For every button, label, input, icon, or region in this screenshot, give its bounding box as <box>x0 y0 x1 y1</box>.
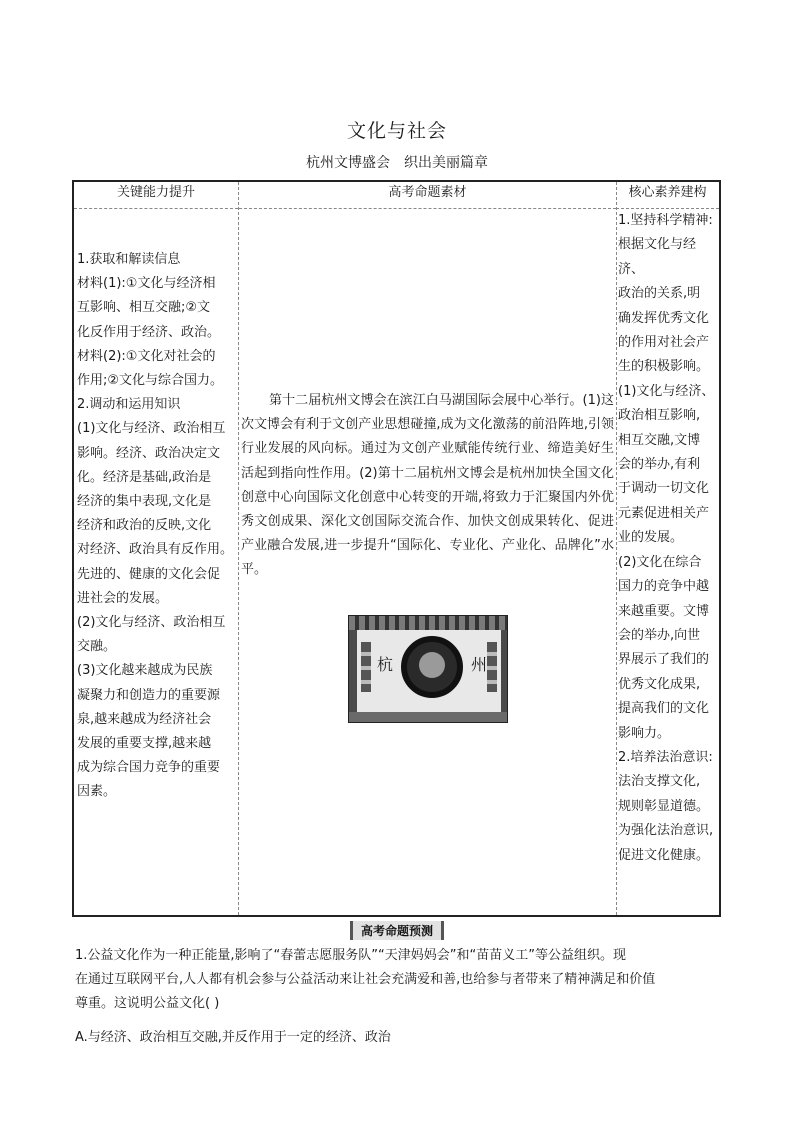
question-1 <box>75 944 725 1016</box>
column-exam-material <box>238 182 617 915</box>
text-line: 化反作用于经济、政治。 <box>77 324 221 340</box>
text-line: 交融。 <box>77 639 117 655</box>
subtitle-part-1: 杭州文博盛会 <box>306 155 390 171</box>
header-core-literacy: 核心素养建构 <box>616 182 719 209</box>
text-line: (3)文化越来越成为民族 <box>77 663 213 679</box>
photo-panel-left <box>361 642 371 692</box>
text-line: 材料(1):①文化与经济相 <box>77 276 216 292</box>
text-line: 材料(2):①文化对社会的 <box>77 348 216 364</box>
text-line: (2)文化在综合 <box>618 554 702 570</box>
core-literacy-text <box>618 209 718 868</box>
text-line: 凝聚力和创造力的重要源 <box>77 687 221 703</box>
text-line: 2.调动和运用知识 <box>77 397 181 413</box>
subtitle-part-2: 织出美丽篇章 <box>404 155 488 171</box>
text-line: 泉,越来越成为经济社会 <box>77 711 212 727</box>
text-line: 国力的竞争中越 <box>618 579 710 595</box>
column-core-literacy <box>616 182 719 915</box>
text-line: 1.坚持科学精神: <box>618 213 713 228</box>
question-1-option-a[interactable]: A.与经济、政治相互交融,并反作用于一定的经济、政治 <box>75 1030 391 1045</box>
text-line: 因素。 <box>77 784 117 800</box>
text-line: 促进文化健康。 <box>618 847 710 863</box>
text-line: 作用;②文化与综合国力。 <box>77 373 224 389</box>
exam-material-text: 第十二届杭州文博会在滨江白马湖国际会展中心举行。(1)这次文博会有利于文创产业思想碰撞,成为文化激荡的前沿阵地,引领行业发展的风向标。通过为文创产业赋能传统行业、缔造美好生活起到指向性作用。(2)第十二届杭州文博会是杭州加快全国文化创意中心向国际文化创意中心转变的开端,将致力于汇聚国内外优秀文创成果、深化文创国际交流合作、加快文创成果转化、促进产业融合发展,进一步提升“国际化、专业化、产业化、品牌化”水平。 <box>241 393 614 578</box>
text-line: 于调动一切文化 <box>618 481 710 497</box>
photo-floor <box>349 712 507 722</box>
text-line: (1)文化与经济、政治相互 <box>77 421 226 437</box>
text-line: 对经济、政治具有反作用。 <box>77 542 234 558</box>
photo-char-hang: 杭 <box>377 655 394 674</box>
text-line: 业的发展。 <box>618 530 684 546</box>
text-line: 界展示了我们的 <box>618 652 710 668</box>
text-line: 成为综合国力竞争的重要 <box>77 760 221 776</box>
text-line: 法治支撑文化, <box>618 774 701 790</box>
text-line: 互影响、相互交融;②文 <box>77 300 211 316</box>
text-line: 1.获取和解读信息 <box>77 252 181 267</box>
text-line: 优秀文化成果, <box>618 676 701 692</box>
question-line: 尊重。这说明公益文化( ) <box>75 996 220 1011</box>
text-line: 会的举办,有利 <box>618 457 701 473</box>
text-line: 会的举办,向世 <box>618 627 701 643</box>
material-table <box>72 180 721 917</box>
text-line: 来越重要。文博 <box>618 603 710 619</box>
photo-ceiling <box>349 616 507 630</box>
text-line: 先进的、健康的文化会促 <box>77 566 221 582</box>
text-line: 的作用对社会产 <box>618 335 710 351</box>
text-line: 生的积极影响。 <box>618 359 710 375</box>
text-line: (2)文化与经济、政治相互 <box>77 615 226 631</box>
page-subtitle <box>0 152 794 172</box>
prediction-banner-label: 高考命题预测 <box>350 921 444 940</box>
text-line: 影响力。 <box>618 725 671 741</box>
text-line: 政治相互影响, <box>618 408 701 424</box>
prediction-banner <box>0 920 794 940</box>
text-line: 根据文化与经济、 <box>618 237 697 277</box>
photo-char-zhou: 州 <box>471 655 488 674</box>
photo-panel-right <box>487 642 497 692</box>
text-line: 化。经济是基础,政治是 <box>77 469 212 485</box>
photo-moon-gate <box>401 636 463 698</box>
text-line: (1)文化与经济、 <box>618 383 715 399</box>
text-line: 2.培养法治意识: <box>618 749 713 765</box>
text-line: 经济的集中表现,文化是 <box>77 494 212 510</box>
text-line: 影响。经济、政治决定文 <box>77 445 221 461</box>
question-line: 1.公益文化作为一种正能量,影响了“春蕾志愿服务队”“天津妈妈会”和“苗苗义工”等公益组织。现 <box>75 948 626 963</box>
text-line: 相互交融,文博 <box>618 432 701 448</box>
header-key-ability: 关键能力提升 <box>74 182 238 209</box>
question-line: 在通过互联网平台,人人都有机会参与公益活动来让社会充满爱和善,也给参与者带来了精神满足和价值 <box>75 972 656 987</box>
text-line: 确发挥优秀文化 <box>618 310 710 326</box>
text-line: 元素促进相关产 <box>618 505 710 521</box>
key-ability-text <box>77 248 236 805</box>
text-line: 政治的关系,明 <box>618 286 701 302</box>
header-exam-material: 高考命题素材 <box>239 182 616 209</box>
text-line: 发展的重要支撑,越来越 <box>77 736 212 752</box>
expo-photo <box>348 615 508 723</box>
column-key-ability <box>74 182 238 915</box>
page-title: 文化与社会 <box>346 120 447 142</box>
text-line: 经济和政治的反映,文化 <box>77 518 212 534</box>
text-line: 提高我们的文化 <box>618 701 710 717</box>
text-line: 规则彰显道德。 <box>618 798 710 814</box>
text-line: 为强化法治意识, <box>618 823 714 839</box>
text-line: 进社会的发展。 <box>77 590 169 606</box>
